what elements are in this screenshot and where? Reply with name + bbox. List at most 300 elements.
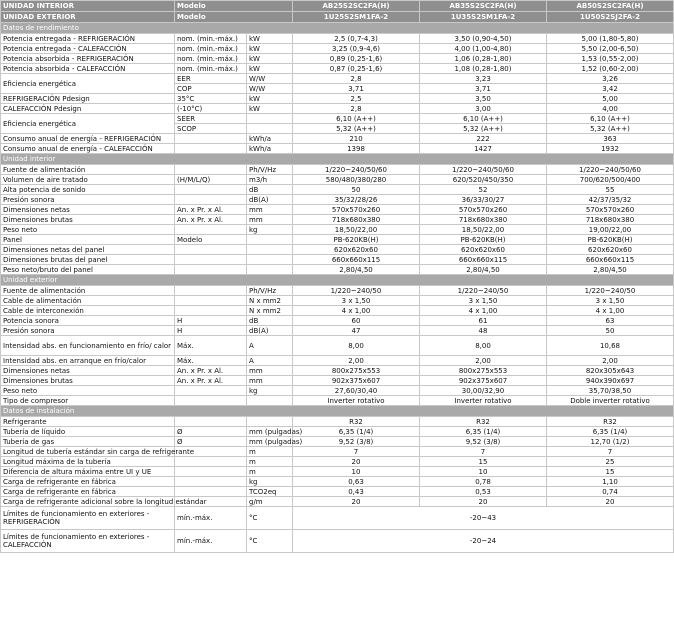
row-value: 15 [420,457,547,467]
row-value: 2,5 (0,7-4,3) [293,34,420,44]
table-row [1,447,674,457]
row-value: 902x375x607 [293,376,420,386]
row-value: 27,60/30,40 [293,386,420,396]
row-unit: SEER [175,114,247,124]
row-value: 47 [293,326,420,336]
row-value: PB-620KB(H) [293,235,420,245]
row-value: 5,32 (A++) [293,124,420,134]
row-value: 363 [547,134,674,144]
row-value: 7 [293,447,420,457]
row-unit: TCO2eq [247,487,293,497]
header-cell: 1U25S2SM1FA-2 [293,12,420,23]
row-value: 570x570x260 [420,205,547,215]
row-value: 1/220~240/50 [293,286,420,296]
section-title: Datos de rendimiento [1,23,674,34]
row-unit [175,386,247,396]
row-label: Peso neto [1,386,175,396]
row-value: 20 [547,497,674,507]
table-row [1,530,674,553]
row-unit: An. x Pr. x Al. [175,366,247,376]
row-label: Dimensiones netas [1,205,175,215]
row-unit: kW [247,104,293,114]
row-value: 5,32 (A++) [420,124,547,134]
row-value: 6,35 (1/4) [293,427,420,437]
row-label: Dimensiones netas [1,366,175,376]
row-unit: m3/h [247,175,293,185]
row-value: 620/520/450/350 [420,175,547,185]
row-value: 2,80/4,50 [420,265,547,275]
header-cell: UNIDAD EXTERIOR [1,12,175,23]
table-row [1,205,674,215]
row-unit: An. x Pr. x Al. [175,215,247,225]
row-unit: m [247,447,293,457]
table-row [1,396,674,406]
row-label: Dimensiones brutas [1,215,175,225]
row-unit: (-10°C) [175,104,247,114]
row-unit [175,467,247,477]
section-title: Datos de instalación [1,406,674,417]
row-label: Potencia entregada - REFRIGERACIÓN [1,34,175,44]
row-label: Intensidad abs. en funcionamiento en frío/ calor [1,336,175,356]
row-unit [175,487,247,497]
row-unit: Máx. [175,336,247,356]
row-label: Carga de refrigerante en fábrica [1,487,175,497]
header-cell: Modelo [175,12,293,23]
row-value: 6,10 (A++) [293,114,420,124]
row-label: Peso neto/bruto del panel [1,265,175,275]
row-unit [175,396,247,406]
row-unit: dB [247,185,293,195]
spec-table-body [1,1,674,553]
row-value: 1/220~240/50/60 [547,165,674,175]
row-label: Dimensiones netas del panel [1,245,175,255]
section-header [1,406,674,417]
row-label: Potencia absorbida - CALEFACCIÓN [1,64,175,74]
row-label: Fuente de alimentación [1,165,175,175]
row-value: -20~24 [293,530,674,553]
table-row [1,457,674,467]
row-value: 5,32 (A++) [547,124,674,134]
row-label: Eficiencia energética [1,74,175,94]
table-row [1,487,674,497]
row-value: 1/220~240/50/60 [293,165,420,175]
row-unit [175,225,247,235]
row-value: 8,00 [293,336,420,356]
row-value: 5,00 [547,94,674,104]
table-row [1,437,674,447]
row-value: 5,00 (1,80-5,80) [547,34,674,44]
row-label: Tubería de gas [1,437,175,447]
row-unit: mm [247,205,293,215]
table-row [1,114,674,124]
row-value: 5,50 (2,00-6,50) [547,44,674,54]
row-label: Límites de funcionamiento en exteriores - REFRIGERACIÓN [1,507,175,530]
row-unit [247,245,293,255]
row-label: Eficiencia energética [1,114,175,134]
row-value: 2,00 [293,356,420,366]
row-unit [247,235,293,245]
row-label: Potencia sonora [1,316,175,326]
row-value: 620x620x60 [547,245,674,255]
row-value: 63 [547,316,674,326]
row-label: Carga de refrigerante adicional sobre la longitud estándar [1,497,175,507]
row-value: 7 [420,447,547,457]
row-unit: Ph/V/Hz [247,165,293,175]
row-value: 15 [547,467,674,477]
row-value: 1/220~240/50/60 [420,165,547,175]
row-value: 48 [420,326,547,336]
table-row [1,104,674,114]
row-unit: kW [247,44,293,54]
row-unit: H [175,326,247,336]
section-header [1,275,674,286]
row-label: Consumo anual de energía - REFRIGERACIÓN [1,134,175,144]
row-unit: N x mm2 [247,296,293,306]
row-label: Dimensiones brutas del panel [1,255,175,265]
row-label: Carga de refrigerante en fábrica [1,477,175,487]
table-row [1,507,674,530]
row-value: 718x680x380 [547,215,674,225]
row-unit: mm [247,366,293,376]
row-value: 20 [293,497,420,507]
row-value: 570x570x260 [547,205,674,215]
row-value: 20 [293,457,420,467]
row-unit [175,245,247,255]
table-row [1,265,674,275]
row-value: 0,78 [420,477,547,487]
row-unit: SCOP [175,124,247,134]
table-row [1,225,674,235]
section-header [1,23,674,34]
row-label: Consumo anual de energía - CALEFACCIÓN [1,144,175,154]
row-value: PB-620KB(H) [420,235,547,245]
row-unit: 35°C [175,94,247,104]
row-unit [175,185,247,195]
table-row [1,54,674,64]
row-value: 1,53 (0,55-2,00) [547,54,674,64]
row-value: 940x390x697 [547,376,674,386]
row-value: 0,63 [293,477,420,487]
row-value: 30,00/32,90 [420,386,547,396]
table-row [1,195,674,205]
row-label: Peso neto [1,225,175,235]
row-value: 3,71 [293,84,420,94]
row-unit: kWh/a [247,144,293,154]
row-label: Cable de alimentación [1,296,175,306]
row-value: Doble inverter rotativo [547,396,674,406]
row-value: 35,70/38,50 [547,386,674,396]
row-unit: kW [247,94,293,104]
row-value: 1398 [293,144,420,154]
table-row [1,497,674,507]
row-unit: dB(A) [247,195,293,205]
row-label: Potencia absorbida - REFRIGERACIÓN [1,54,175,64]
row-value: 0,43 [293,487,420,497]
header-cell: AB25S2SC2FA(H) [293,1,420,12]
row-unit: An. x Pr. x Al. [175,205,247,215]
header-cell: 1U35S2SM1FA-2 [420,12,547,23]
row-unit [175,457,247,467]
row-value: 9,52 (3/8) [420,437,547,447]
row-value: 55 [547,185,674,195]
row-label: Longitud de tubería estándar sin carga de refrigerante [1,447,175,457]
row-unit: g/m [247,497,293,507]
row-unit [247,417,293,427]
table-row [1,336,674,356]
row-label: Presión sonora [1,195,175,205]
row-value: 60 [293,316,420,326]
row-value: 7 [547,447,674,457]
table-row [1,296,674,306]
row-value: 4 x 1,00 [547,306,674,316]
row-unit [247,114,293,124]
row-unit [175,306,247,316]
table-row [1,427,674,437]
table-row [1,245,674,255]
row-value: 50 [293,185,420,195]
row-unit: H [175,316,247,326]
row-value: 718x680x380 [293,215,420,225]
table-row [1,144,674,154]
row-value: 35/32/28/26 [293,195,420,205]
row-value: 660x660x115 [420,255,547,265]
row-value: 700/620/500/400 [547,175,674,185]
row-value: 6,10 (A++) [547,114,674,124]
row-value: 1,52 (0,60-2,00) [547,64,674,74]
row-label: CALEFACCIÓN Pdesign [1,104,175,114]
row-value: 6,10 (A++) [420,114,547,124]
row-label: Tipo de compresor [1,396,175,406]
row-unit: °C [247,530,293,553]
row-unit [175,417,247,427]
row-value: 2,8 [293,104,420,114]
row-value: 2,00 [420,356,547,366]
row-unit: nom. (min.-máx.) [175,64,247,74]
row-label: Fuente de alimentación [1,286,175,296]
row-unit: mín.-máx. [175,530,247,553]
row-label: Volumen de aire tratado [1,175,175,185]
row-value: 36/33/30/27 [420,195,547,205]
row-label: Dimensiones brutas [1,376,175,386]
row-value: 1,08 (0,28-1,80) [420,64,547,74]
row-unit [175,165,247,175]
row-unit: dB [247,316,293,326]
row-value: 8,00 [420,336,547,356]
row-unit: Ø [175,437,247,447]
row-unit: (H/M/L/Q) [175,175,247,185]
row-value: 6,35 (1/4) [420,427,547,437]
section-title: Unidad interior [1,154,674,165]
row-unit: mm [247,215,293,225]
row-unit: A [247,336,293,356]
row-value: 820x305x643 [547,366,674,376]
row-value: 800x275x553 [420,366,547,376]
row-unit [175,134,247,144]
header-row [1,1,674,12]
row-unit: kW [247,34,293,44]
row-label: Refrigerante [1,417,175,427]
row-value: 0,53 [420,487,547,497]
row-unit: kW [247,64,293,74]
row-unit: °C [247,507,293,530]
row-value: 1427 [420,144,547,154]
row-unit: An. x Pr. x Al. [175,376,247,386]
row-value: 3,26 [547,74,674,84]
row-value: 620x620x60 [293,245,420,255]
row-value: 1/220~240/50 [547,286,674,296]
row-value: 2,00 [547,356,674,366]
row-value: 42/37/35/32 [547,195,674,205]
row-value: 1,06 (0,28-1,80) [420,54,547,64]
row-unit: kW [247,54,293,64]
row-unit [175,296,247,306]
row-value: 2,80/4,50 [293,265,420,275]
row-value: Inverter rotativo [293,396,420,406]
row-label: Potencia entregada - CALEFACCIÓN [1,44,175,54]
row-value: 902x375x607 [420,376,547,386]
row-unit: W/W [247,74,293,84]
header-cell: UNIDAD INTERIOR [1,1,175,12]
row-value: 222 [420,134,547,144]
row-value: 4 x 1,00 [293,306,420,316]
table-row [1,215,674,225]
row-unit: Máx. [175,356,247,366]
row-unit [175,265,247,275]
row-value: 2,8 [293,74,420,84]
row-value: 3,25 (0,9-4,6) [293,44,420,54]
row-label: Longitud máxima de la tubería [1,457,175,467]
row-value: 52 [420,185,547,195]
row-unit: EER [175,74,247,84]
row-value: 61 [420,316,547,326]
row-value: 4,00 [547,104,674,114]
row-value: 718x680x380 [420,215,547,225]
row-unit: m [247,457,293,467]
row-value: 580/480/380/280 [293,175,420,185]
row-value: 10 [293,467,420,477]
table-row [1,386,674,396]
row-value: 3,50 [420,94,547,104]
row-label: Tubería de líquido [1,427,175,437]
row-value: 3,00 [420,104,547,114]
row-value: 210 [293,134,420,144]
row-value: 4,00 (1,00-4,80) [420,44,547,54]
row-unit [175,477,247,487]
row-value: 6,35 (1/4) [547,427,674,437]
row-value: 2,5 [293,94,420,104]
table-row [1,316,674,326]
row-label: Límites de funcionamiento en exteriores - CALEFACCIÓN [1,530,175,553]
header-row [1,12,674,23]
row-unit: nom. (min.-máx.) [175,34,247,44]
table-row [1,306,674,316]
row-unit [175,286,247,296]
row-value: 18,50/22,00 [420,225,547,235]
row-unit: nom. (min.-máx.) [175,44,247,54]
row-value: 10,68 [547,336,674,356]
row-value: R32 [293,417,420,427]
row-label: Presión sonora [1,326,175,336]
row-unit [247,265,293,275]
row-unit: kg [247,225,293,235]
row-unit [175,255,247,265]
row-value: 3 x 1,50 [547,296,674,306]
row-value: 660x660x115 [547,255,674,265]
row-unit: Ø [175,427,247,437]
row-label: REFRIGERACIÓN Pdesign [1,94,175,104]
row-unit: W/W [247,84,293,94]
row-value: 3,23 [420,74,547,84]
row-label: Intensidad abs. en arranque en frío/calor [1,356,175,366]
row-value: 0,89 (0,25-1,6) [293,54,420,64]
row-value: 3,42 [547,84,674,94]
row-value: 12,70 (1/2) [547,437,674,447]
row-unit [247,124,293,134]
table-row [1,74,674,84]
header-cell: AB50S2SC2FA(H) [547,1,674,12]
row-value: 620x620x60 [420,245,547,255]
row-value: Inverter rotativo [420,396,547,406]
row-value: 20 [420,497,547,507]
row-value: 2,80/4,50 [547,265,674,275]
table-row [1,185,674,195]
table-row [1,366,674,376]
section-header [1,154,674,165]
row-unit: m [247,467,293,477]
row-value: 3,71 [420,84,547,94]
row-unit: kWh/a [247,134,293,144]
row-label: Alta potencia de sonido [1,185,175,195]
table-row [1,376,674,386]
row-value: 19,00/22,00 [547,225,674,235]
row-value: -20~43 [293,507,674,530]
row-unit: mm (pulgadas) [247,427,293,437]
row-label: Panel [1,235,175,245]
table-row [1,477,674,487]
header-cell: Modelo [175,1,293,12]
row-unit [175,144,247,154]
row-value: 570x570x260 [293,205,420,215]
header-cell: 1U50S2SJ2FA-2 [547,12,674,23]
row-unit: kg [247,386,293,396]
row-value: 1932 [547,144,674,154]
row-value: 25 [547,457,674,467]
row-value: R32 [547,417,674,427]
row-value: 9,52 (3/8) [293,437,420,447]
row-unit: nom. (min.-máx.) [175,54,247,64]
row-value: 0,87 (0,25-1,6) [293,64,420,74]
row-value: 10 [420,467,547,477]
row-value: 660x660x115 [293,255,420,265]
table-row [1,165,674,175]
table-row [1,34,674,44]
row-unit: mín.-máx. [175,507,247,530]
section-title: Unidad exterior [1,275,674,286]
table-row [1,235,674,245]
table-row [1,175,674,185]
row-value: PB-620KB(H) [547,235,674,245]
row-unit: mm [247,376,293,386]
row-unit [175,195,247,205]
row-value: 3 x 1,50 [293,296,420,306]
table-row [1,286,674,296]
row-unit: COP [175,84,247,94]
table-row [1,134,674,144]
row-label: Cable de interconexión [1,306,175,316]
row-value: 50 [547,326,674,336]
row-unit [247,255,293,265]
row-unit: N x mm2 [247,306,293,316]
